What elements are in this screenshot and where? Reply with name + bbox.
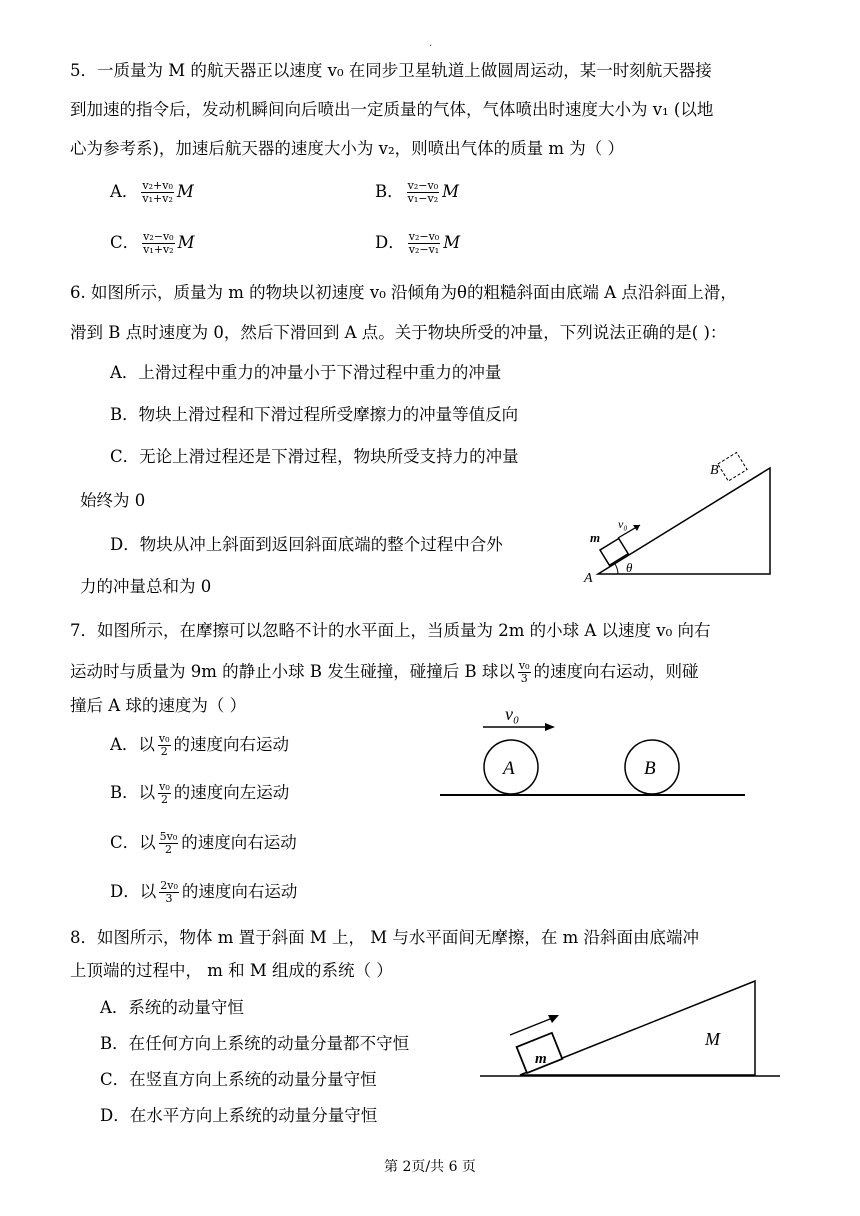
q7-option-c-text: 的速度向右运动: [181, 833, 297, 852]
q6-option-c-line2: 始终为 0: [80, 491, 146, 510]
q5-option-b: [375, 180, 459, 205]
label-v0: v₀: [505, 704, 520, 724]
fraction-numerator: v₂+v₀: [142, 179, 173, 192]
label-theta: θ: [626, 560, 633, 575]
fraction-numerator: v₂−v₀: [408, 230, 440, 243]
q7-option-b-label: B．以: [110, 783, 156, 802]
label-m: m: [590, 530, 601, 545]
velocity-arrow: [510, 1017, 555, 1035]
q7-line1: 7．如图所示，在摩擦可以忽略不计的水平面上，当质量为 2m 的小球 A 以速度 v₀ 向右: [70, 621, 711, 640]
q8-line1: 8．如图所示，物体 m 置于斜面 M 上， M 与水平面间无摩擦，在 m 沿斜面由底端冲: [70, 928, 700, 947]
fraction-numerator: 2v₀: [160, 879, 178, 892]
q7-line2-part1: 运动时与质量为 9m 的静止小球 B 发生碰撞，碰撞后 B 球以: [70, 662, 515, 681]
label-big-m: M: [705, 1029, 720, 1049]
fraction-numerator: v₀: [158, 732, 170, 745]
q7-option-c-label: C．以: [110, 833, 156, 852]
fraction-denominator: v₂−v₁: [408, 243, 440, 256]
q5-option-c-label: C．: [110, 233, 140, 252]
label-a: A: [503, 758, 515, 779]
q5-option-d-fraction: [408, 231, 440, 256]
label-a: A: [584, 571, 593, 585]
theta-arc: [615, 564, 618, 574]
q7-option-b-text: 的速度向左运动: [173, 783, 290, 802]
q6-line1: 6. 如图所示，质量为 m 的物块以初速度 v₀ 沿倾角为θ的粗糙斜面由底端 A 点沿斜面上滑，: [70, 283, 737, 302]
page-footer: 第 2页/共 6 页: [384, 1159, 476, 1175]
q8-wedge-figure: [475, 975, 785, 1085]
q5-option-b-label: B．: [375, 182, 404, 201]
q7-option-d-fraction: [159, 880, 179, 905]
fraction-denominator: 3: [165, 892, 173, 905]
q6-option-d-line1: D．物块从冲上斜面到返回斜面底端的整个过程中合外: [110, 535, 503, 554]
arrow-head-icon: [545, 723, 555, 731]
label-b: B: [710, 463, 719, 478]
page-dot: .: [429, 38, 433, 49]
q5-line2: 到加速的指令后，发动机瞬间向后喷出一定质量的气体，气体喷出时速度大小为 v₁ (以地: [70, 100, 714, 119]
q5-line3: 心为参考系)，加速后航天器的速度大小为 v₂，则喷出气体的质量 m 为（ ）: [70, 139, 624, 158]
q5-option-c: [110, 231, 195, 256]
fraction-numerator: v₀: [159, 780, 170, 793]
q7-line2-fraction: [518, 660, 531, 685]
q5-option-a-fraction: [141, 180, 173, 205]
q7-line2-part2: 的速度向右运动，则碰: [533, 662, 699, 681]
block-m: [600, 538, 628, 565]
block-b-dashed: [718, 452, 747, 481]
fraction-denominator: v₁+v₂: [143, 243, 174, 256]
q6-option-c-line1: C．无论上滑过程还是下滑过程，物块所受支持力的冲量: [110, 447, 519, 466]
q7-option-b-fraction: [158, 781, 171, 806]
fraction-numerator: v₀: [518, 659, 530, 672]
q8-option-a: A．系统的动量守恒: [100, 998, 244, 1017]
q6-option-d-line2: 力的冲量总和为 0: [80, 577, 212, 596]
q5-option-b-var: M: [442, 182, 460, 201]
q6-option-b: B．物块上滑过程和下滑过程所受摩擦力的冲量等值反向: [110, 405, 519, 424]
fraction-denominator: 2: [164, 843, 172, 856]
fraction-denominator: 2: [160, 793, 168, 806]
fraction-numerator: v₂−v₀: [143, 230, 174, 243]
q7-option-c: [110, 831, 297, 856]
q5-option-b-fraction: [407, 180, 439, 205]
q7-option-a-fraction: [158, 733, 171, 758]
q5-option-d-var: M: [443, 233, 461, 252]
fraction-denominator: v₁−v₂: [407, 192, 439, 205]
q7-collision-figure: [435, 700, 755, 805]
q7-line3: 撞后 A 球的速度为（ ）: [70, 696, 247, 715]
q8-option-d: D．在水平方向上系统的动量分量守恒: [100, 1106, 378, 1125]
q5-option-c-fraction: [142, 231, 174, 256]
q5-line1: 5．一质量为 M 的航天器正以速度 v₀ 在同步卫星轨道上做圆周运动，某一时刻航天器接: [70, 61, 712, 80]
q7-option-a-label: A．以: [110, 735, 155, 754]
q7-line2: [70, 660, 699, 685]
q7-option-d: [110, 880, 297, 905]
q7-option-c-fraction: [159, 831, 179, 856]
q8-line2: 上顶端的过程中， m 和 M 组成的系统（ ）: [70, 961, 393, 980]
fraction-denominator: 3: [520, 672, 528, 685]
q7-option-b: [110, 781, 289, 806]
label-m: m: [535, 1051, 547, 1067]
q7-option-d-text: 的速度向右运动: [181, 882, 298, 901]
q5-option-c-var: M: [177, 233, 195, 252]
q7-option-a: [110, 733, 289, 758]
q7-option-d-label: D．以: [110, 882, 157, 901]
label-b: B: [644, 758, 656, 779]
q5-option-d: [375, 231, 460, 256]
q6-incline-figure: [570, 450, 785, 585]
fraction-denominator: v₁+v₂: [142, 192, 173, 205]
label-v0: v₀: [618, 517, 628, 531]
q5-option-a: [110, 180, 194, 205]
fraction-numerator: v₂−v₀: [407, 179, 439, 192]
fraction-numerator: 5v₀: [159, 830, 178, 843]
q6-line2: 滑到 B 点时速度为 0，然后下滑回到 A 点。关于物块所受的冲量，下列说法正确的是( )：: [70, 323, 727, 342]
q5-option-a-label: A．: [110, 182, 139, 201]
q5-option-d-label: D．: [375, 233, 405, 252]
q8-option-b: B．在任何方向上系统的动量分量都不守恒: [100, 1034, 410, 1053]
q8-option-c: C．在竖直方向上系统的动量分量守恒: [100, 1070, 377, 1089]
q5-option-a-var: M: [176, 182, 194, 201]
q7-option-a-text: 的速度向右运动: [173, 735, 290, 754]
q6-option-a: A．上滑过程中重力的冲量小于下滑过程中重力的冲量: [110, 363, 502, 382]
fraction-denominator: 2: [160, 745, 168, 758]
